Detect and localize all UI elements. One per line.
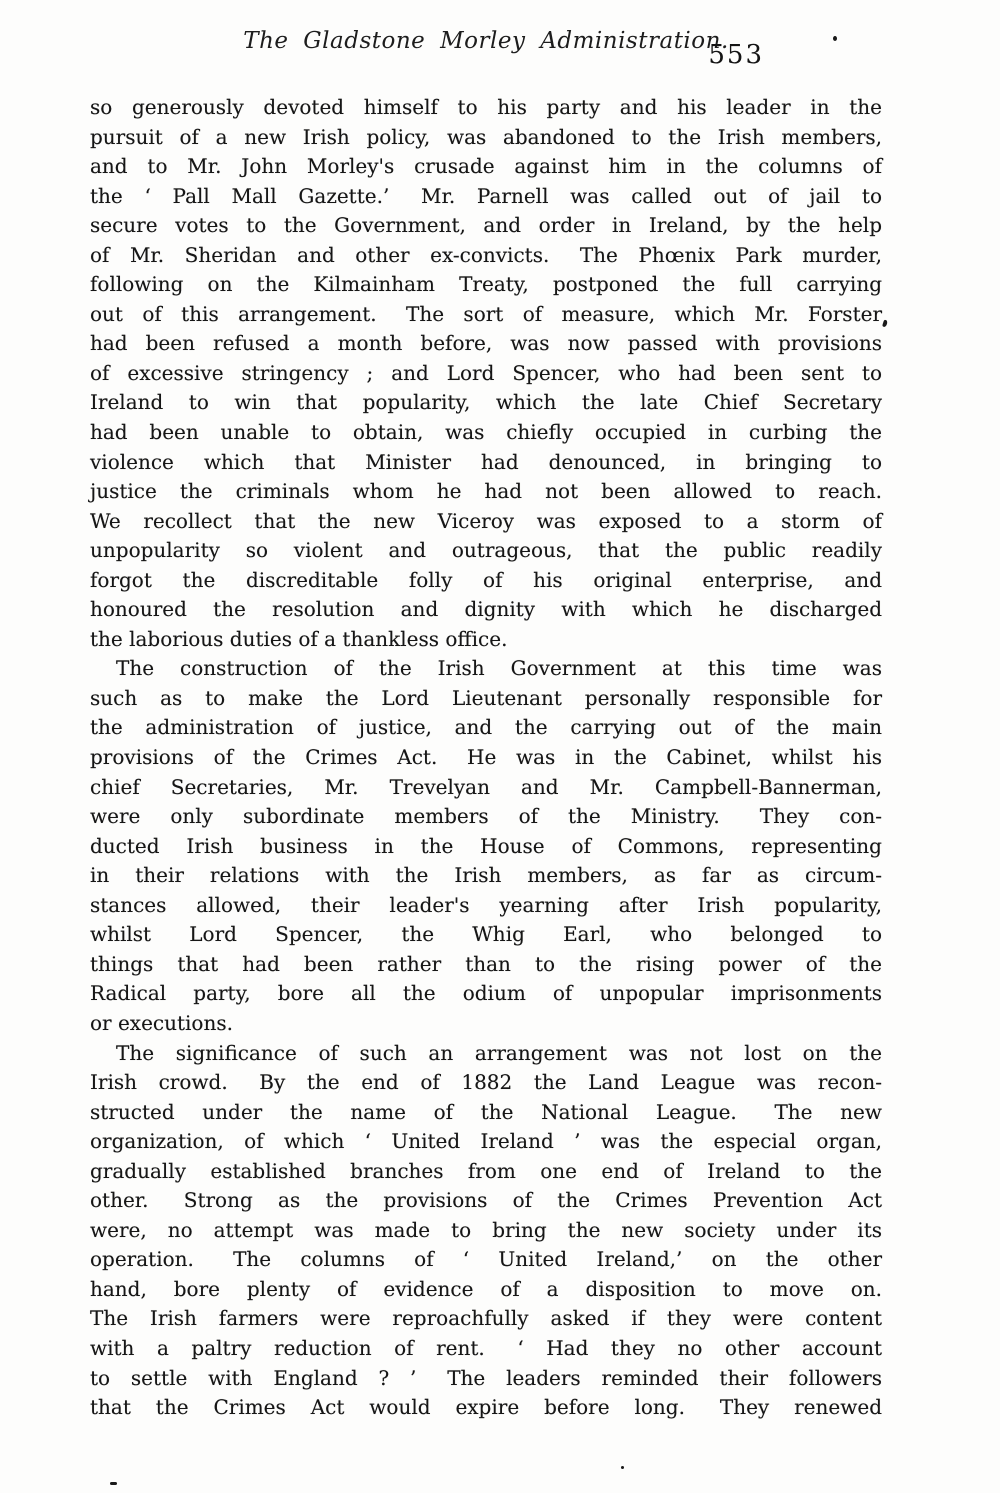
ink-speck xyxy=(833,36,837,41)
text-line: were, no attempt was made to bring the new society under its xyxy=(90,1217,882,1242)
text-line: violence which that Minister had denounced, in bringing to xyxy=(90,449,882,474)
text-line: that the Crimes Act would expire before long. They renewed xyxy=(90,1395,882,1420)
text-line: ducted Irish business in the House of Commons, representing xyxy=(90,833,882,858)
text-line: The Irish farmers were reproachfully asked if they were content xyxy=(90,1306,882,1331)
paragraph xyxy=(90,1039,882,1423)
text-line: had been unable to obtain, was chiefly occupied in curbing the xyxy=(90,420,882,445)
text-line: following on the Kilmainham Treaty, postponed the full carrying xyxy=(90,272,882,297)
text-line: We recollect that the new Viceroy was exposed to a storm of xyxy=(90,508,882,533)
text-line: honoured the resolution and dignity with which he discharged xyxy=(90,597,882,622)
text-line: the ‘ Pall Mall Gazette.’ Mr. Parnell was called out of jail to xyxy=(90,183,882,208)
text-line: The significance of such an arrangement was not lost on the xyxy=(116,1040,882,1065)
text-line: were only subordinate members of the Ministry. They con- xyxy=(90,804,882,829)
text-line: of excessive stringency ; and Lord Spencer, who had been sent to xyxy=(90,360,882,385)
text-line: or executions. xyxy=(90,1010,233,1035)
text-line: out of this arrangement. The sort of measure, which Mr. Forster xyxy=(90,301,882,326)
text-line: forgot the discreditable folly of his original enterprise, and xyxy=(90,567,882,592)
text-line: Ireland to win that popularity, which the late Chief Secretary xyxy=(90,390,882,415)
text-line: had been refused a month before, was now passed with provisions xyxy=(90,331,882,356)
text-line: structed under the name of the National League. The new xyxy=(90,1099,882,1124)
ink-speck xyxy=(882,320,888,328)
text-line: organization, of which ‘ United Ireland ’ was the especial organ, xyxy=(90,1129,882,1154)
text-line: chief Secretaries, Mr. Trevelyan and Mr. Campbell-Bannerman, xyxy=(90,774,882,799)
ink-speck xyxy=(621,1466,624,1469)
running-header xyxy=(90,28,882,68)
page-number: 553 xyxy=(708,40,764,70)
text-line: unpopularity so violent and outrageous, that the public readily xyxy=(90,538,882,563)
body-text xyxy=(90,93,882,1423)
text-line: so generously devoted himself to his party and his leader in the xyxy=(90,95,882,119)
text-line: operation. The columns of ‘ United Ireland,’ on the other xyxy=(90,1247,882,1272)
text-line: with a paltry reduction of rent. ‘ Had they no other account xyxy=(90,1335,882,1360)
ink-speck xyxy=(110,1482,117,1485)
text-line: justice the criminals whom he had not been allowed to reach. xyxy=(90,479,882,504)
text-line: pursuit of a new Irish policy, was abandoned to the Irish members, xyxy=(90,124,882,149)
text-line: other. Strong as the provisions of the Crimes Prevention Act xyxy=(90,1188,882,1213)
text-line: gradually established branches from one end of Ireland to the xyxy=(90,1158,882,1183)
paragraph xyxy=(90,654,882,1038)
text-line: and to Mr. John Morley's crusade against him in the columns of xyxy=(90,154,882,179)
text-line: such as to make the Lord Lieutenant personally responsible for xyxy=(90,685,882,710)
text-line: to settle with England ? ’ The leaders reminded their followers xyxy=(90,1365,882,1390)
text-line: provisions of the Crimes Act. He was in the Cabinet, whilst his xyxy=(90,745,882,770)
text-line: of Mr. Sheridan and other ex-convicts. The Phœnix Park murder, xyxy=(90,242,882,267)
text-line: whilst Lord Spencer, the Whig Earl, who belonged to xyxy=(90,922,882,947)
text-line: Irish crowd. By the end of 1882 the Land League was recon- xyxy=(90,1070,882,1095)
text-line: hand, bore plenty of evidence of a disposition to move on. xyxy=(90,1276,882,1301)
text-line: things that had been rather than to the rising power of the xyxy=(90,951,882,976)
text-line: Radical party, bore all the odium of unpopular imprisonments xyxy=(90,981,882,1006)
text-line: the administration of justice, and the carrying out of the main xyxy=(90,715,882,740)
page-title: The Gladstone Morley Administration. xyxy=(243,27,729,55)
paragraph xyxy=(90,93,882,654)
text-line: stances allowed, their leader's yearning after Irish popularity, xyxy=(90,892,882,917)
text-line: the laborious duties of a thankless office. xyxy=(90,626,508,651)
text-line: secure votes to the Government, and order in Ireland, by the help xyxy=(90,213,882,238)
text-line: in their relations with the Irish members, as far as circum- xyxy=(90,863,882,888)
text-line: The construction of the Irish Government at this time was xyxy=(116,656,882,681)
